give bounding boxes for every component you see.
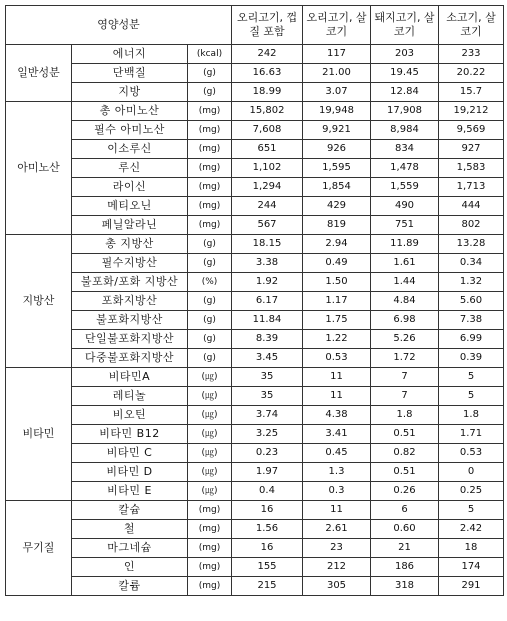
table-row xyxy=(6,520,504,539)
value-cell: 7,608 xyxy=(232,121,303,140)
value-cell: 0.53 xyxy=(439,444,504,463)
value-cell: 1,595 xyxy=(303,159,371,178)
column-header: 소고기, 살코기 xyxy=(439,6,504,45)
nutrient-name: 비타민 C xyxy=(72,444,188,463)
unit-cell: (mg) xyxy=(188,216,232,235)
value-cell: 19,212 xyxy=(439,102,504,121)
column-header: 돼지고기, 살코기 xyxy=(371,6,439,45)
value-cell: 0.51 xyxy=(371,425,439,444)
header-title: 영양성분 xyxy=(6,6,232,45)
nutrient-name: 라이신 xyxy=(72,178,188,197)
value-cell: 1,583 xyxy=(439,159,504,178)
unit-cell: (㎍) xyxy=(188,368,232,387)
value-cell: 651 xyxy=(232,140,303,159)
header-row xyxy=(6,6,504,45)
value-cell: 1,294 xyxy=(232,178,303,197)
value-cell: 6.17 xyxy=(232,292,303,311)
value-cell: 19.45 xyxy=(371,64,439,83)
value-cell: 490 xyxy=(371,197,439,216)
unit-cell: (g) xyxy=(188,254,232,273)
value-cell: 7 xyxy=(371,368,439,387)
nutrient-name: 마그네슘 xyxy=(72,539,188,558)
value-cell: 7 xyxy=(371,387,439,406)
value-cell: 1.22 xyxy=(303,330,371,349)
value-cell: 8,984 xyxy=(371,121,439,140)
value-cell: 11 xyxy=(303,368,371,387)
value-cell: 1.61 xyxy=(371,254,439,273)
value-cell: 0.49 xyxy=(303,254,371,273)
table-row xyxy=(6,102,504,121)
unit-cell: (g) xyxy=(188,330,232,349)
table-row xyxy=(6,330,504,349)
value-cell: 1.56 xyxy=(232,520,303,539)
table-row xyxy=(6,178,504,197)
nutrient-name: 필수지방산 xyxy=(72,254,188,273)
value-cell: 5 xyxy=(439,387,504,406)
nutrient-name: 지방 xyxy=(72,83,188,102)
value-cell: 1,102 xyxy=(232,159,303,178)
value-cell: 11 xyxy=(303,501,371,520)
column-header: 오리고기, 껍질 포함 xyxy=(232,6,303,45)
value-cell: 186 xyxy=(371,558,439,577)
unit-cell: (%) xyxy=(188,273,232,292)
table-row xyxy=(6,292,504,311)
value-cell: 21 xyxy=(371,539,439,558)
value-cell: 35 xyxy=(232,368,303,387)
table-row xyxy=(6,159,504,178)
unit-cell: (㎍) xyxy=(188,463,232,482)
value-cell: 5.26 xyxy=(371,330,439,349)
table-row xyxy=(6,501,504,520)
value-cell: 117 xyxy=(303,45,371,64)
nutrient-name: 총 지방산 xyxy=(72,235,188,254)
table-row xyxy=(6,273,504,292)
unit-cell: (mg) xyxy=(188,501,232,520)
table-row xyxy=(6,197,504,216)
value-cell: 17,908 xyxy=(371,102,439,121)
value-cell: 3.45 xyxy=(232,349,303,368)
value-cell: 2.94 xyxy=(303,235,371,254)
category-cell: 일반성분 xyxy=(6,45,72,102)
value-cell: 1.75 xyxy=(303,311,371,330)
value-cell: 1,854 xyxy=(303,178,371,197)
value-cell: 1,559 xyxy=(371,178,439,197)
value-cell: 1.50 xyxy=(303,273,371,292)
table-row xyxy=(6,349,504,368)
table-row xyxy=(6,444,504,463)
value-cell: 9,569 xyxy=(439,121,504,140)
value-cell: 23 xyxy=(303,539,371,558)
category-cell: 아미노산 xyxy=(6,102,72,235)
value-cell: 16.63 xyxy=(232,64,303,83)
nutrient-name: 필수 아미노산 xyxy=(72,121,188,140)
value-cell: 20.22 xyxy=(439,64,504,83)
value-cell: 4.84 xyxy=(371,292,439,311)
nutrient-name: 단일불포화지방산 xyxy=(72,330,188,349)
value-cell: 3.25 xyxy=(232,425,303,444)
nutrient-name: 비타민 E xyxy=(72,482,188,501)
value-cell: 0.25 xyxy=(439,482,504,501)
table-row xyxy=(6,577,504,596)
unit-cell: (mg) xyxy=(188,121,232,140)
unit-cell: (mg) xyxy=(188,159,232,178)
value-cell: 1.92 xyxy=(232,273,303,292)
value-cell: 429 xyxy=(303,197,371,216)
unit-cell: (mg) xyxy=(188,197,232,216)
value-cell: 15.7 xyxy=(439,83,504,102)
value-cell: 0.23 xyxy=(232,444,303,463)
value-cell: 3.07 xyxy=(303,83,371,102)
nutrient-name: 철 xyxy=(72,520,188,539)
value-cell: 18 xyxy=(439,539,504,558)
value-cell: 1.97 xyxy=(232,463,303,482)
value-cell: 318 xyxy=(371,577,439,596)
table-row xyxy=(6,64,504,83)
category-cell: 무기질 xyxy=(6,501,72,596)
value-cell: 174 xyxy=(439,558,504,577)
value-cell: 155 xyxy=(232,558,303,577)
value-cell: 5.60 xyxy=(439,292,504,311)
column-header: 오리고기, 살코기 xyxy=(303,6,371,45)
value-cell: 0 xyxy=(439,463,504,482)
value-cell: 215 xyxy=(232,577,303,596)
nutrient-name: 불포화지방산 xyxy=(72,311,188,330)
value-cell: 6 xyxy=(371,501,439,520)
nutrition-table xyxy=(5,5,504,596)
value-cell: 1,478 xyxy=(371,159,439,178)
unit-cell: (g) xyxy=(188,311,232,330)
value-cell: 16 xyxy=(232,539,303,558)
nutrient-name: 이소루신 xyxy=(72,140,188,159)
nutrient-name: 루신 xyxy=(72,159,188,178)
value-cell: 4.38 xyxy=(303,406,371,425)
table-row xyxy=(6,406,504,425)
value-cell: 212 xyxy=(303,558,371,577)
value-cell: 203 xyxy=(371,45,439,64)
unit-cell: (g) xyxy=(188,83,232,102)
table-row xyxy=(6,216,504,235)
table-row xyxy=(6,558,504,577)
value-cell: 0.82 xyxy=(371,444,439,463)
value-cell: 233 xyxy=(439,45,504,64)
unit-cell: (mg) xyxy=(188,558,232,577)
value-cell: 6.98 xyxy=(371,311,439,330)
table-row xyxy=(6,254,504,273)
value-cell: 8.39 xyxy=(232,330,303,349)
unit-cell: (㎍) xyxy=(188,482,232,501)
table-row xyxy=(6,83,504,102)
nutrient-name: 에너지 xyxy=(72,45,188,64)
value-cell: 3.41 xyxy=(303,425,371,444)
table-row xyxy=(6,539,504,558)
value-cell: 2.61 xyxy=(303,520,371,539)
value-cell: 21.00 xyxy=(303,64,371,83)
value-cell: 444 xyxy=(439,197,504,216)
table-row xyxy=(6,425,504,444)
value-cell: 1,713 xyxy=(439,178,504,197)
value-cell: 1.32 xyxy=(439,273,504,292)
value-cell: 567 xyxy=(232,216,303,235)
value-cell: 305 xyxy=(303,577,371,596)
unit-cell: (㎍) xyxy=(188,444,232,463)
value-cell: 5 xyxy=(439,368,504,387)
value-cell: 13.28 xyxy=(439,235,504,254)
value-cell: 0.34 xyxy=(439,254,504,273)
nutrient-name: 페닐알라닌 xyxy=(72,216,188,235)
nutrient-name: 다중불포화지방산 xyxy=(72,349,188,368)
value-cell: 35 xyxy=(232,387,303,406)
value-cell: 751 xyxy=(371,216,439,235)
nutrient-name: 비타민A xyxy=(72,368,188,387)
value-cell: 9,921 xyxy=(303,121,371,140)
value-cell: 0.4 xyxy=(232,482,303,501)
nutrient-name: 비오틴 xyxy=(72,406,188,425)
table-row xyxy=(6,45,504,64)
value-cell: 3.74 xyxy=(232,406,303,425)
value-cell: 1.71 xyxy=(439,425,504,444)
table-row xyxy=(6,235,504,254)
table-row xyxy=(6,140,504,159)
unit-cell: (g) xyxy=(188,349,232,368)
value-cell: 1.72 xyxy=(371,349,439,368)
unit-cell: (㎍) xyxy=(188,425,232,444)
value-cell: 0.51 xyxy=(371,463,439,482)
value-cell: 16 xyxy=(232,501,303,520)
table-row xyxy=(6,387,504,406)
unit-cell: (mg) xyxy=(188,577,232,596)
value-cell: 834 xyxy=(371,140,439,159)
value-cell: 3.38 xyxy=(232,254,303,273)
value-cell: 927 xyxy=(439,140,504,159)
value-cell: 11.84 xyxy=(232,311,303,330)
nutrient-name: 불포화/포화 지방산 xyxy=(72,273,188,292)
unit-cell: (kcal) xyxy=(188,45,232,64)
table-row xyxy=(6,311,504,330)
unit-cell: (g) xyxy=(188,292,232,311)
value-cell: 802 xyxy=(439,216,504,235)
value-cell: 1.44 xyxy=(371,273,439,292)
nutrient-name: 메티오닌 xyxy=(72,197,188,216)
value-cell: 291 xyxy=(439,577,504,596)
value-cell: 0.53 xyxy=(303,349,371,368)
table-row xyxy=(6,368,504,387)
value-cell: 15,802 xyxy=(232,102,303,121)
value-cell: 6.99 xyxy=(439,330,504,349)
value-cell: 5 xyxy=(439,501,504,520)
unit-cell: (mg) xyxy=(188,102,232,121)
value-cell: 11.89 xyxy=(371,235,439,254)
value-cell: 7.38 xyxy=(439,311,504,330)
nutrient-name: 인 xyxy=(72,558,188,577)
nutrient-name: 총 아미노산 xyxy=(72,102,188,121)
value-cell: 926 xyxy=(303,140,371,159)
value-cell: 1.8 xyxy=(371,406,439,425)
value-cell: 242 xyxy=(232,45,303,64)
value-cell: 18.15 xyxy=(232,235,303,254)
nutrient-name: 포화지방산 xyxy=(72,292,188,311)
value-cell: 0.39 xyxy=(439,349,504,368)
nutrient-name: 칼륨 xyxy=(72,577,188,596)
table-row xyxy=(6,463,504,482)
value-cell: 0.3 xyxy=(303,482,371,501)
nutrient-name: 단백질 xyxy=(72,64,188,83)
value-cell: 0.60 xyxy=(371,520,439,539)
nutrient-name: 비타민 B12 xyxy=(72,425,188,444)
value-cell: 2.42 xyxy=(439,520,504,539)
category-cell: 지방산 xyxy=(6,235,72,368)
unit-cell: (㎍) xyxy=(188,387,232,406)
value-cell: 0.45 xyxy=(303,444,371,463)
nutrient-name: 레티놀 xyxy=(72,387,188,406)
value-cell: 244 xyxy=(232,197,303,216)
category-cell: 비타민 xyxy=(6,368,72,501)
unit-cell: (㎍) xyxy=(188,406,232,425)
value-cell: 12.84 xyxy=(371,83,439,102)
unit-cell: (mg) xyxy=(188,140,232,159)
nutrient-name: 칼슘 xyxy=(72,501,188,520)
value-cell: 1.17 xyxy=(303,292,371,311)
value-cell: 0.26 xyxy=(371,482,439,501)
unit-cell: (mg) xyxy=(188,520,232,539)
unit-cell: (g) xyxy=(188,235,232,254)
unit-cell: (mg) xyxy=(188,539,232,558)
value-cell: 819 xyxy=(303,216,371,235)
nutrient-name: 비타민 D xyxy=(72,463,188,482)
unit-cell: (g) xyxy=(188,64,232,83)
value-cell: 1.3 xyxy=(303,463,371,482)
value-cell: 19,948 xyxy=(303,102,371,121)
value-cell: 11 xyxy=(303,387,371,406)
table-row xyxy=(6,121,504,140)
value-cell: 1.8 xyxy=(439,406,504,425)
unit-cell: (mg) xyxy=(188,178,232,197)
value-cell: 18.99 xyxy=(232,83,303,102)
table-row xyxy=(6,482,504,501)
